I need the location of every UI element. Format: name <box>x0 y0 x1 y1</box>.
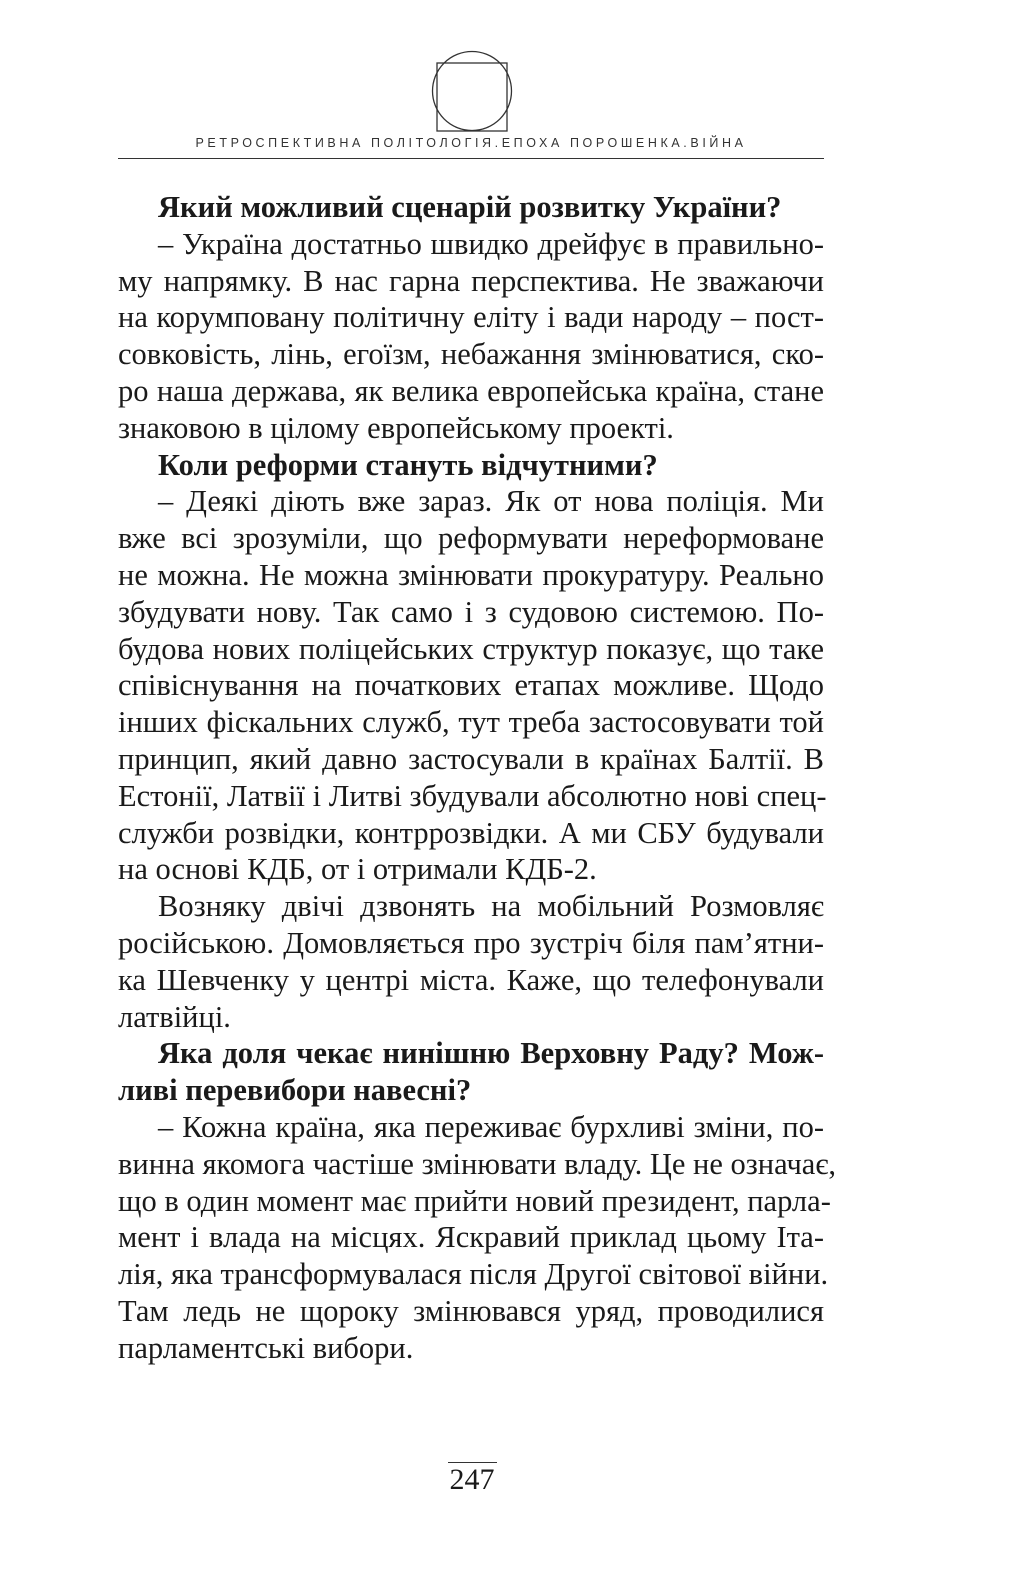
body-text-line: – Україна достатньо швидко дрейфує в правильно- <box>158 226 824 261</box>
body-text-line: совковість, лінь, егоїзм, небажання змінюватися, ско- <box>118 337 824 372</box>
body-text-line: Возняку двічі дзвонять на мобільний Розмовляє <box>158 889 824 924</box>
question-heading-line: ливі перевибори навесні? <box>118 1073 472 1108</box>
body-text-line: російською. Домовляється про зустріч біля пам’ятни- <box>118 925 824 960</box>
body-text-line: на корумповану політичну еліту і вади народу – пост- <box>118 300 824 335</box>
body-text-line: – Кожна країна, яка переживає бурхливі зміни, по- <box>158 1109 824 1144</box>
body-text-line: Естонії, Латвії і Литві збудували абсолютно нові спец- <box>118 778 827 813</box>
question-heading-line: Яка доля чекає нинішню Верховну Раду? Мож- <box>158 1036 824 1071</box>
body-text-line: що в один момент має прийти новий президент, парла- <box>118 1183 831 1218</box>
body-text-line: Там ледь не щороку змінювався уряд, проводилися <box>118 1293 824 1328</box>
body-text-line: вже всі зрозуміли, що реформувати нереформоване <box>118 521 824 556</box>
running-header-title: РЕТРОСПЕКТИВНА ПОЛІТОЛОГІЯ.ЕПОХА ПОРОШЕНКА.ВІЙНА <box>195 136 747 150</box>
body-text-line: лія, яка трансформувалася після Другої світової війни. <box>118 1257 829 1292</box>
body-text-line: на основі КДБ, от і отримали КДБ-2. <box>118 852 597 887</box>
body-text-line: ка Шевченку у центрі міста. Каже, що телефонували <box>118 962 824 997</box>
body-text-line: будова нових поліцейських структур показує, що таке <box>118 631 824 666</box>
question-heading-line: Який можливий сценарій розвитку України? <box>158 190 782 224</box>
body-text-line: збудувати нову. Так само і з судовою системою. По- <box>118 594 824 629</box>
page-number <box>0 1463 944 1497</box>
body-text-line: не можна. Не можна змінювати прокуратуру. Реально <box>118 557 824 592</box>
body-text-line: латвійці. <box>118 999 231 1034</box>
body-text-line: служби розвідки, контррозвідки. А ми СБУ будували <box>118 815 824 850</box>
body-text-line: му напрямку. В нас гарна перспектива. Не зважаючи <box>118 263 824 298</box>
body-text-line: інших фіскальних служб, тут треба застосовувати той <box>118 705 824 740</box>
page-number-value: 247 <box>449 1463 495 1496</box>
body-text-line: – Деякі діють вже зараз. Як от нова поліція. Ми <box>158 484 824 519</box>
header-divider <box>118 158 824 159</box>
body-text-line: ро наша держава, як велика европейська країна, стане <box>118 373 824 408</box>
page-body-text <box>118 189 837 1367</box>
body-text-line: парламентські вибори. <box>118 1330 414 1365</box>
body-text-line: мент і влада на місцях. Яскравий приклад цьому Іта- <box>118 1220 824 1255</box>
circle-square-emblem-icon <box>431 50 513 132</box>
body-text-line: винна якомога частіше змінювати владу. Це не означає, <box>118 1146 837 1181</box>
body-text-line: принцип, який давно застосували в країнах Балтії. В <box>118 741 824 776</box>
body-text-line: співіснування на початкових етапах можливе. Щодо <box>118 668 824 703</box>
body-text-line: знаковою в цілому европейському проекті. <box>118 410 674 445</box>
question-heading-line: Коли реформи стануть відчутними? <box>158 447 658 482</box>
